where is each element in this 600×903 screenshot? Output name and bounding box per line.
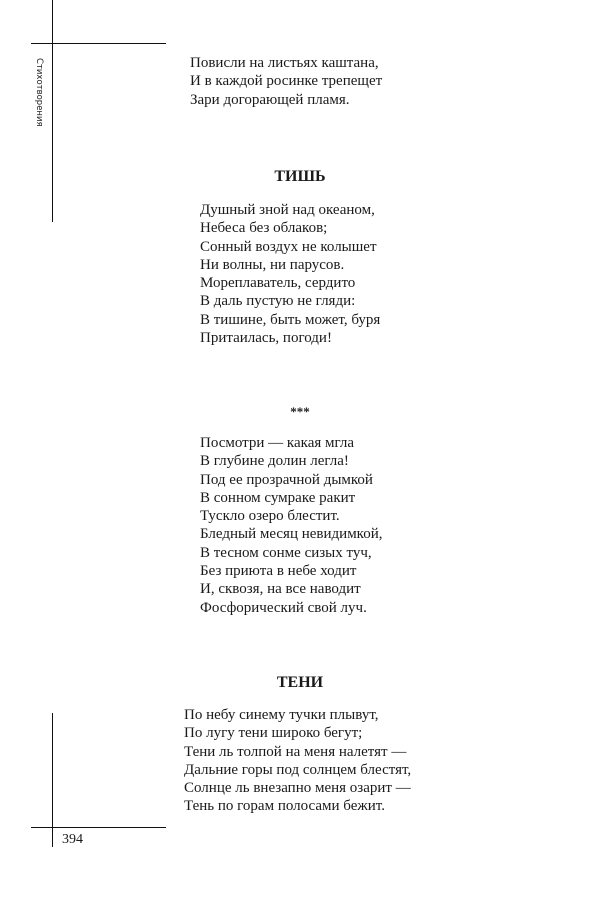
verse-line: В тесном сонме сизых туч, bbox=[200, 544, 372, 561]
verse-line: Солнце ль внезапно меня озарит — bbox=[184, 780, 411, 797]
verse-line: И, сквозя, на все наводит bbox=[200, 581, 361, 598]
verse-line: Тень по горам полосами бежит. bbox=[184, 798, 385, 815]
verse-line: В сонном сумраке ракит bbox=[200, 489, 356, 506]
verse-line: В тишине, быть может, буря bbox=[200, 311, 381, 328]
verse-line: По лугу тени широко бегут; bbox=[184, 725, 363, 742]
verse-line: Зари догорающей пламя. bbox=[190, 91, 350, 108]
verse-line: Тени ль толпой на меня налетят — bbox=[184, 743, 407, 760]
page-number: 394 bbox=[62, 832, 83, 847]
poem-body bbox=[200, 434, 382, 617]
bottom-horizontal-rule bbox=[31, 827, 166, 828]
top-vertical-rule bbox=[52, 0, 53, 222]
verse-line: Небеса без облаков; bbox=[200, 220, 328, 237]
poem-title: *** bbox=[290, 404, 310, 419]
verse-line: Дальние горы под солнцем блестят, bbox=[184, 761, 412, 778]
top-horizontal-rule bbox=[31, 43, 166, 44]
verse-line: Под ее прозрачной дымкой bbox=[200, 471, 373, 488]
verse-line: Посмотри — какая мгла bbox=[200, 435, 355, 451]
verse-line: Бледный месяц невидимкой, bbox=[200, 526, 383, 543]
verse-line: По небу синему тучки плывут, bbox=[184, 707, 379, 723]
verse-line: Повисли на листьях каштана, bbox=[190, 55, 379, 71]
verse-line: И в каждой росинке трепещет bbox=[190, 73, 383, 90]
verse-line: Мореплаватель, сердито bbox=[200, 275, 356, 292]
verse-line: Без приюта в небе ходит bbox=[200, 563, 357, 580]
verse-line: Фосфорический свой луч. bbox=[200, 599, 367, 616]
verse-line: В глубине долин легла! bbox=[200, 453, 349, 470]
verse-line: Душный зной над океаном, bbox=[200, 202, 375, 218]
verse-line: Тускло озеро блестит. bbox=[200, 508, 340, 525]
verse-line: Сонный воздух не колышет bbox=[200, 238, 377, 255]
running-head-text: Стихотворения bbox=[34, 58, 44, 127]
verse-line: В даль пустую не гляди: bbox=[200, 293, 356, 310]
poem-body bbox=[184, 706, 411, 816]
verse-line: Ни волны, ни парусов. bbox=[200, 256, 345, 273]
verse-line: Притаилась, погоди! bbox=[200, 330, 332, 347]
poem-title: ТИШЬ bbox=[274, 168, 326, 185]
poem-title: ТЕНИ bbox=[276, 674, 324, 691]
fragment-stanza bbox=[190, 54, 382, 109]
running-head bbox=[31, 58, 45, 148]
poem-body bbox=[200, 201, 380, 347]
